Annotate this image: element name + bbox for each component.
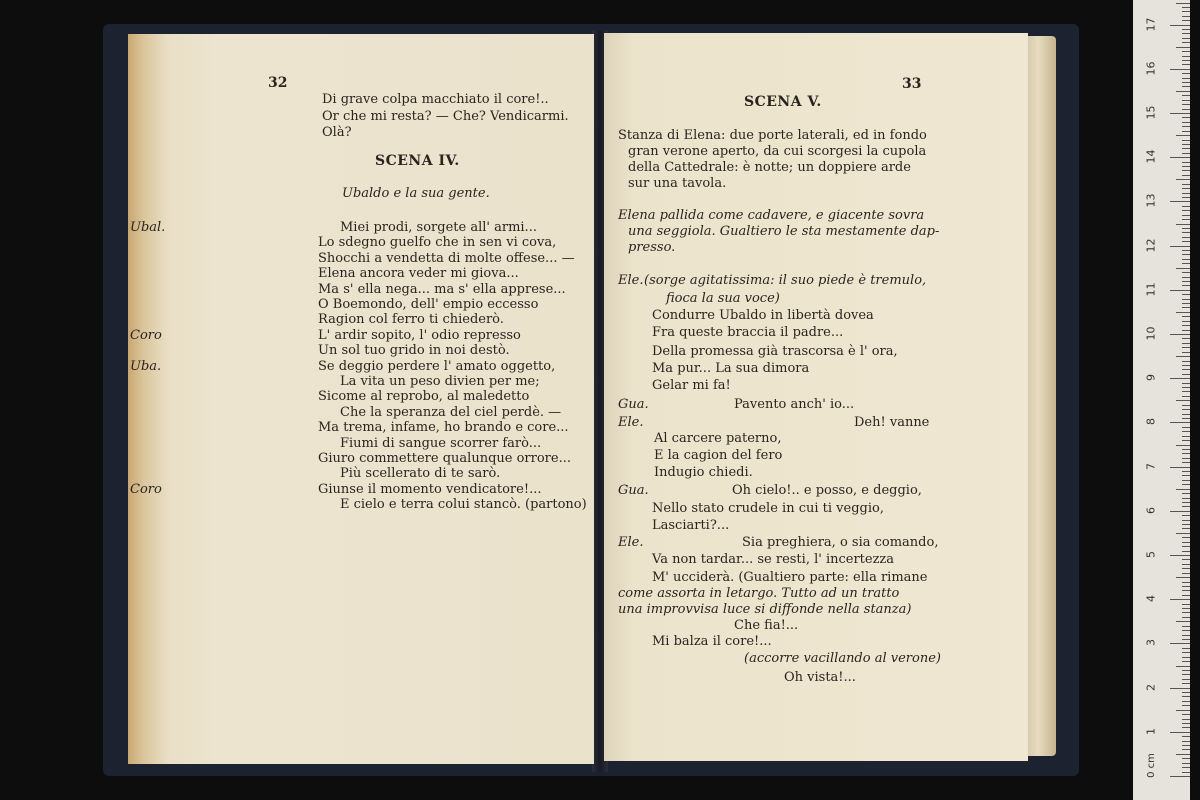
ruler-tick [1182,405,1190,406]
ruler-tick [1176,400,1190,401]
ruler-tick [1182,736,1190,737]
ruler-tick [1182,197,1190,198]
ruler-tick [1182,763,1190,764]
ruler-tick [1182,498,1190,499]
ruler-tick [1182,237,1190,238]
dialogue-line: Elena ancora veder mi giova... [318,266,519,282]
ruler-tick [1182,299,1190,300]
text-line: sur una tavola. [628,176,727,191]
ruler-tick [1182,374,1190,375]
ruler-tick [1182,184,1190,185]
text-line: Stanza di Elena: due porte laterali, ed in fondo [618,128,927,143]
ruler-tick [1170,732,1190,733]
ruler-tick [1182,175,1190,176]
dialogue-line: Ma trema, infame, ho brando e core... [318,420,569,436]
ruler-tick [1182,316,1190,317]
dialogue-line: Lasciarti?... [652,518,730,533]
ruler-tick [1182,542,1190,543]
ruler-number: 12 [1144,238,1158,253]
ruler-tick [1182,82,1190,83]
ruler-tick [1182,714,1190,715]
ruler-tick [1182,122,1190,123]
ruler-tick [1182,696,1190,697]
text-line: gran verone aperto, da cui scorgesi la cupola [628,144,927,159]
ruler-tick [1182,635,1190,636]
stage-direction: Ubaldo e la sua gente. [342,186,490,201]
page-number: 33 [902,76,922,92]
ruler-tick [1170,246,1190,247]
text-line: Or che mi resta? — Che? Vendicarmi. [322,109,569,124]
ruler-tick [1176,224,1190,225]
ruler-tick [1176,312,1190,313]
ruler-tick [1182,325,1190,326]
ruler-tick [1182,471,1190,472]
ruler-tick [1176,268,1190,269]
ruler-tick [1182,604,1190,605]
ruler-tick [1182,60,1190,61]
ruler-tick [1182,104,1190,105]
ruler-tick [1170,422,1190,423]
ruler-tick [1182,758,1190,759]
ruler-tick [1182,219,1190,220]
ruler-tick [1182,254,1190,255]
ruler-tick [1182,42,1190,43]
ruler-tick [1182,462,1190,463]
ruler-tick [1176,754,1190,755]
ruler-tick [1182,772,1190,773]
dialogue-line: fioca la sua voce) [666,291,780,306]
ruler-tick [1176,577,1190,578]
ruler-number: 9 [1144,374,1158,382]
ruler-tick [1182,16,1190,17]
speaker-label: Ele. [618,273,644,288]
ruler-tick [1182,436,1190,437]
ruler-tick [1182,652,1190,653]
ruler-tick [1182,458,1190,459]
ruler-tick [1182,215,1190,216]
ruler-tick [1182,617,1190,618]
ruler-tick [1182,272,1190,273]
speaker-label: Coro [130,327,162,343]
ruler-tick [1170,334,1190,335]
ruler-tick [1182,210,1190,211]
dialogue-line: O Boemondo, dell' empio eccesso [318,297,539,312]
ruler-tick [1182,140,1190,141]
ruler-tick [1182,608,1190,609]
ruler-tick [1176,489,1190,490]
ruler-tick [1182,626,1190,627]
ruler-tick [1182,347,1190,348]
ruler-tick [1182,7,1190,8]
dialogue-line: L' ardir sopito, l' odio represso [318,327,521,343]
ruler-tick [1182,506,1190,507]
ruler-tick [1182,515,1190,516]
dialogue-line: Che la speranza del ciel perdè. — [340,404,562,420]
ruler-tick [1182,741,1190,742]
ruler-tick [1182,502,1190,503]
dialogue-line: Mi balza il core!... [652,634,772,649]
ruler-tick [1182,285,1190,286]
dialogue-line: Deh! vanne [854,415,930,430]
dialogue-line: Sia preghiera, o sia comando, [742,535,939,550]
dialogue-line: Ma pur... La sua dimora [652,361,810,376]
ruler-tick [1182,343,1190,344]
ruler-tick [1182,307,1190,308]
ruler-tick [1170,69,1190,70]
ruler-tick [1182,126,1190,127]
text-line: Di grave colpa macchiato il core!.. [322,92,549,107]
ruler-tick [1182,679,1190,680]
ruler-tick [1182,277,1190,278]
ruler-tick [1170,157,1190,158]
ruler-tick [1182,586,1190,587]
dialogue-line: Va non tardar... se resti, l' incertezza [652,552,895,567]
ruler-number: 5 [1144,551,1158,558]
ruler-tick [1182,528,1190,529]
ruler-tick [1182,361,1190,362]
ruler-tick [1182,701,1190,702]
dialogue-line: Ma s' ella nega... ma s' ella apprese... [318,281,566,297]
ruler-tick [1182,551,1190,552]
measuring-ruler [1133,0,1190,800]
ruler-tick [1182,657,1190,658]
ruler-tick [1182,131,1190,132]
ruler-tick [1182,705,1190,706]
dialogue-line: Sicome al reprobo, al maledetto [318,389,530,405]
ruler-tick [1182,241,1190,242]
ruler-number: 8 [1144,418,1158,426]
ruler-tick [1182,352,1190,353]
ruler-tick [1182,369,1190,370]
ruler-tick [1170,201,1190,202]
ruler-tick [1182,100,1190,101]
ruler-tick [1182,365,1190,366]
ruler-tick [1182,51,1190,52]
ruler-tick [1182,86,1190,87]
dialogue-line: Shocchi a vendetta di molte offese... — [318,250,575,266]
dialogue-line: E la cagion del fero [654,448,783,463]
ruler-tick [1182,109,1190,110]
ruler-tick [1176,445,1190,446]
dialogue-line: Se deggio perdere l' amato oggetto, [318,358,556,374]
ruler-tick [1182,303,1190,304]
ruler-tick [1176,621,1190,622]
text-line: Elena pallida come cadavere, e giacente sovra [618,208,925,223]
ruler-number: 15 [1144,105,1158,120]
ruler-tick [1170,776,1190,777]
dialogue-line: Giuro commettere qualunque orrore... [318,451,571,466]
dialogue-line: Indugio chiedi. [654,465,753,480]
ruler-tick [1170,290,1190,291]
dialogue-line: una improvvisa luce si diffonde nella stanza) [618,602,912,617]
dialogue-line: Che fia!... [734,618,799,633]
dialogue-line: (sorge agitatissima: il suo piede è tremulo, [644,273,927,288]
ruler-tick [1182,228,1190,229]
ruler-tick [1182,449,1190,450]
ruler-tick [1170,555,1190,556]
ruler-tick [1182,396,1190,397]
ruler-tick [1170,467,1190,468]
ruler-tick [1182,648,1190,649]
ruler-tick [1182,170,1190,171]
ruler-tick [1182,520,1190,521]
ruler-tick [1182,568,1190,569]
ruler-tick [1182,683,1190,684]
ruler-tick [1182,427,1190,428]
ruler-tick [1182,330,1190,331]
ruler-tick [1182,117,1190,118]
ruler-tick [1182,95,1190,96]
ruler-tick [1182,321,1190,322]
dialogue-line: Ragion col ferro ti chiederò. [318,312,504,328]
dialogue-line: Pavento anch' io... [734,397,855,412]
ruler-tick [1182,383,1190,384]
ruler-tick [1176,3,1190,4]
ruler-tick [1182,20,1190,21]
left-page [128,34,594,764]
speaker-label: Coro [130,481,162,497]
ruler-number: 3 [1144,639,1158,647]
ruler-tick [1182,723,1190,724]
ruler-tick [1182,564,1190,565]
dialogue-line: Della promessa già trascorsa è l' ora, [652,344,898,359]
ruler-tick [1176,356,1190,357]
ruler-tick [1182,162,1190,163]
ruler-tick [1182,559,1190,560]
ruler-tick [1182,546,1190,547]
dialogue-line: Nello stato crudele in cui ti veggio, [652,501,884,516]
ruler-tick [1170,378,1190,379]
speaker-label: Ubal. [130,220,166,235]
ruler-tick [1176,179,1190,180]
ruler-tick [1176,710,1190,711]
ruler-tick [1170,643,1190,644]
ruler-tick [1176,91,1190,92]
ruler-tick [1182,148,1190,149]
ruler-tick [1170,511,1190,512]
ruler-tick [1182,387,1190,388]
ruler-tick [1170,599,1190,600]
ruler-tick [1170,688,1190,689]
ruler-number: 11 [1144,282,1158,297]
ruler-tick [1182,294,1190,295]
ruler-number: 6 [1144,506,1158,514]
ruler-tick [1170,25,1190,26]
speaker-label: Gua. [618,483,649,498]
dialogue-line: E cielo e terra colui stancò. (partono) [340,497,587,513]
speaker-label: Gua. [618,397,649,412]
ruler-tick [1182,480,1190,481]
ruler-tick [1182,144,1190,145]
ruler-tick [1182,727,1190,728]
dialogue-line: Gelar mi fa! [652,378,731,393]
speaker-label: Ele. [618,535,644,550]
ruler-number: 7 [1144,462,1158,470]
ruler-tick [1176,666,1190,667]
dialogue-line: La vita un peso divien per me; [340,374,540,389]
ruler-tick [1182,692,1190,693]
ruler-tick [1182,153,1190,154]
ruler-tick [1182,524,1190,525]
ruler-tick [1182,64,1190,65]
ruler-tick [1182,493,1190,494]
ruler-tick [1182,595,1190,596]
ruler-number: 1 [1144,727,1158,735]
ruler-tick [1182,590,1190,591]
dialogue-line: Oh cielo!.. e posso, e deggio, [732,483,922,498]
ruler-tick [1182,582,1190,583]
ruler-number: 16 [1144,61,1158,76]
text-line: presso. [628,240,676,255]
ruler-tick [1182,73,1190,74]
right-page [604,33,1028,761]
dialogue-line: Condurre Ubaldo in libertà dovea [652,308,874,323]
ruler-tick [1182,193,1190,194]
ruler-tick [1182,33,1190,34]
ruler-tick [1182,29,1190,30]
ruler-tick [1182,767,1190,768]
ruler-tick [1182,418,1190,419]
dialogue-line: Più scellerato di te sarò. [340,466,501,482]
scene-title: SCENA V. [744,94,822,110]
ruler-tick [1182,409,1190,410]
ruler-tick [1182,674,1190,675]
dialogue-line: M' ucciderà. (Gualtiero parte: ella rimane [652,570,928,585]
ruler-tick [1182,475,1190,476]
dialogue-line: Miei prodi, sorgete all' armi... [340,220,537,235]
ruler-tick [1170,113,1190,114]
ruler-unit: 0 cm [1145,753,1157,778]
text-line: Olà? [322,125,352,140]
ruler-tick [1182,719,1190,720]
ruler-tick [1182,78,1190,79]
ruler-tick [1182,745,1190,746]
page-edge [1026,36,1056,756]
ruler-tick [1182,206,1190,207]
dialogue-line: Fiumi di sangue scorrer farò... [340,435,542,451]
ruler-tick [1182,431,1190,432]
ruler-tick [1182,281,1190,282]
dialogue-line: Fra queste braccia il padre... [652,325,844,340]
ruler-tick [1182,639,1190,640]
ruler-number: 14 [1144,149,1158,164]
ruler-number: 17 [1144,17,1158,32]
text-line: della Cattedrale: è notte; un doppiere arde [628,160,911,175]
dialogue-line: come assorta in letargo. Tutto ad un tratto [618,586,900,601]
ruler-tick [1182,259,1190,260]
ruler-tick [1176,135,1190,136]
ruler-tick [1182,263,1190,264]
dialogue-line: Un sol tuo grido in noi destò. [318,343,510,359]
dialogue-line: Lo sdegno guelfo che in sen vi cova, [318,235,557,251]
ruler-tick [1182,630,1190,631]
scene-title: SCENA IV. [375,153,460,169]
dialogue-line: Giunse il momento vendicatore!... [318,481,542,497]
dialogue-line: Oh vista!... [784,670,856,685]
ruler-number: 4 [1144,595,1158,603]
ruler-tick [1182,232,1190,233]
speaker-label: Ele. [618,415,644,430]
ruler-tick [1182,38,1190,39]
ruler-number: 2 [1144,683,1158,691]
ruler-tick [1182,661,1190,662]
ruler-tick [1182,670,1190,671]
speaker-label: Uba. [130,358,162,374]
ruler-tick [1182,56,1190,57]
ruler-tick [1182,440,1190,441]
text-line: una seggiola. Gualtiero le sta mestamente dap- [628,224,940,239]
dialogue-line: (accorre vacillando al verone) [744,651,941,666]
ruler-number: 13 [1144,193,1158,208]
dialogue-line: Al carcere paterno, [654,431,782,446]
ruler-tick [1182,749,1190,750]
ruler-tick [1182,11,1190,12]
ruler-tick [1182,453,1190,454]
ruler-tick [1182,250,1190,251]
page-number: 32 [268,75,288,91]
ruler-number: 10 [1144,326,1158,341]
ruler-tick [1182,414,1190,415]
ruler-tick [1182,338,1190,339]
ruler-tick [1182,188,1190,189]
ruler-tick [1182,484,1190,485]
ruler-tick [1182,166,1190,167]
ruler-tick [1182,537,1190,538]
ruler-tick [1182,612,1190,613]
ruler-tick [1176,47,1190,48]
ruler-tick [1176,533,1190,534]
ruler-tick [1182,573,1190,574]
ruler-tick [1182,391,1190,392]
